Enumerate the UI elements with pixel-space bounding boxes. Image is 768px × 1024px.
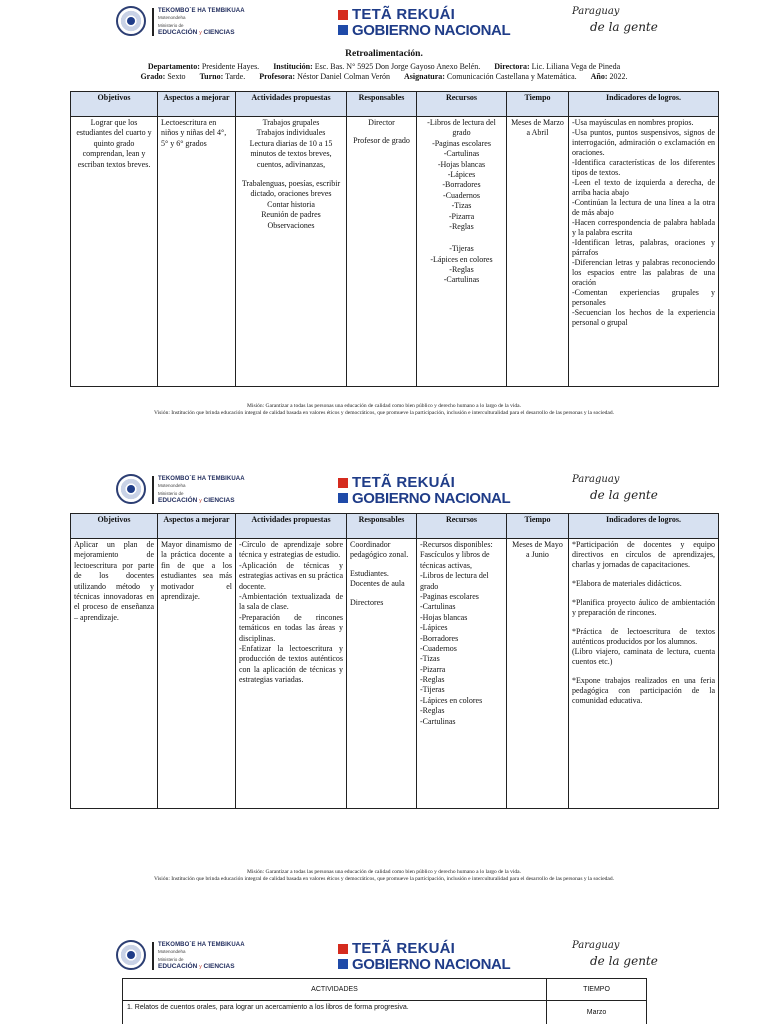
cell-aspectos: Mayor dinamismo de la práctica docente a fin de que a los estudiantes sea más motivador el aprendizaje. — [158, 539, 236, 809]
paraguay-logo: Paraguay de la gente — [572, 6, 658, 34]
page-header — [0, 0, 768, 42]
table-row — [123, 1001, 647, 1024]
header-actividades: Actividades propuestas — [236, 514, 347, 539]
cell-aspectos: Lectoescritura en niños y niñas del 4°, 5° y 6° grados — [158, 117, 236, 387]
page-header — [0, 934, 768, 976]
header-objetivos: Objetivos — [71, 92, 158, 117]
document-title: Retroalimentación. — [345, 49, 423, 59]
cell-actividades: -Círculo de aprendizaje sobre técnica y estrategias de estudio. -Aplicación de técnicas y estrategias activas en su práctica docente. -Ambientación textualizada de la sala de clase. -Preparación de rincones temáticos en todas las áreas y disciplinas. -Enfatizar la lectoescritura y producción de textos auténticos con la aplicación de técnicas y estrategias variadas. — [236, 539, 347, 809]
gobierno-logo: TETÃ REKUÁI GOBIERNO NACIONAL — [338, 474, 508, 508]
header-recursos: Recursos — [417, 514, 507, 539]
cell-objetivos: Aplicar un plan de mejoramiento de lectoescritura por parte de los docentes utilizando método y técnicas innovadoras en el proceso de enseñanza – aprendizaje. — [71, 539, 158, 809]
ministerio-logo: TEKOMBO´E HA TEMBIKUAA Motenondeha Ministerio de EDUCACIÓN y CIENCIAS — [116, 6, 246, 40]
cell-tiempo: Meses de Mayo a Junio — [507, 539, 569, 809]
header-actividades: ACTIVIDADES — [123, 979, 547, 1001]
header-actividades: Actividades propuestas — [236, 92, 347, 117]
cell-indicadores: *Participación de docentes y equipo directivos en círculos de aprendizajes, charlas y jornadas de capacitaciones. *Elabora de materiales didácticos. *Planifica proyecto áulico de ambientación y preparación de rincones. *Práctica de lectoescritura de textos auténticos producidos por los alumnos. (Libro viajero, caminata de lectura, cuenta cuentos etc.) *Expone trabajos realizados en una feria pedagógica con participación de la comunidad educativa. — [569, 539, 719, 809]
table-row — [71, 117, 719, 387]
cell-responsables: Director Profesor de grado — [347, 117, 417, 387]
flag-blue-icon — [338, 25, 348, 35]
mission-vision-2: Misión: Garantizar a todas las personas una educación de calidad como bien público y derecho humano a lo largo de la vida. Visión: Institución que brinda educación integral de calidad basada en valores éticos y democráticos, que promueve la participación, inclusión e interculturalidad para el desarrollo de las personas y la sociedad. — [154, 869, 614, 883]
header-aspectos: Aspectos a mejorar — [158, 92, 236, 117]
seal-icon — [116, 6, 146, 36]
cell-actividad: 1. Relatos de cuentos orales, para lograr un acercamiento a los libros de forma progresiva. — [123, 1001, 547, 1024]
header-responsables: Responsables — [347, 514, 417, 539]
table-row — [71, 539, 719, 809]
header-tiempo: Tiempo — [507, 514, 569, 539]
flag-red-icon — [338, 944, 348, 954]
cell-tiempo: Marzo — [547, 1001, 647, 1024]
mission-vision-1: Misión: Garantizar a todas las personas una educación de calidad como bien público y derecho humano a lo largo de la vida. Visión: Institución que brinda educación integral de calidad basada en valores éticos y democráticos, que promueve la participación, inclusión e interculturalidad para el desarrollo de las personas y la sociedad. — [154, 403, 614, 417]
header-tiempo: TIEMPO — [547, 979, 647, 1001]
header-indicadores: Indicadores de logros. — [569, 514, 719, 539]
cell-recursos: -Libros de lectura del grado -Paginas escolares -Cartulinas -Hojas blancas -Lápices -Borradores -Cuadernos -Tizas -Pizarra -Reglas -Tijeras -Lápices en colores -Reglas -Cartulinas — [417, 117, 507, 387]
header-indicadores: Indicadores de logros. — [569, 92, 719, 117]
cell-responsables: Coordinador pedagógico zonal. Estudiantes. Docentes de aula Directores — [347, 539, 417, 809]
header-aspectos: Aspectos a mejorar — [158, 514, 236, 539]
page-header — [0, 468, 768, 510]
flag-blue-icon — [338, 959, 348, 969]
info-line-1: Departamento: Presidente Hayes. Institución: Esc. Bas. N° 5925 Don Jorge Gayoso Anexo Belén. Directora: Lic. Liliana Vega de Pineda — [147, 62, 621, 71]
plan-table-2 — [70, 513, 719, 809]
flag-red-icon — [338, 478, 348, 488]
ministerio-logo: TEKOMBO´E HA TEMBIKUAA Motenondeha Ministerio de EDUCACIÓN y CIENCIAS — [116, 940, 246, 974]
cell-indicadores: -Usa mayúsculas en nombres propios. -Usa puntos, puntos suspensivos, signos de interrogación, admiración o exclamación en oraciones. -Identifica características de los diferentes tipos de textos. -Leen el texto de izquierda a derecha, de arriba hacia abajo -Continúan la lectura de una línea a la otra de más abajo -Hacen correspondencia de palabra hablada y la palabra escrita -Identifican letras, palabras, oraciones y párrafos -Diferencian letras y palabras reconociendo los espacios entre las palabras de una oración -Comentan experiencias grupales y personales -Secuencian los hechos de la experiencia personal o grupal — [569, 117, 719, 387]
seal-icon — [116, 940, 146, 970]
cell-tiempo: Meses de Marzo a Abril — [507, 117, 569, 387]
gobierno-logo: TETÃ REKUÁI GOBIERNO NACIONAL — [338, 6, 508, 40]
seal-icon — [116, 474, 146, 504]
cell-actividades: Trabajos grupales Trabajos individuales Lectura diarias de 10 a 15 minutos de textos breves, cuentos, adivinanzas, Trabalenguas, poesías, escribir dictado, oraciones breves Contar historia Reunión de padres Observaciones — [236, 117, 347, 387]
flag-blue-icon — [338, 493, 348, 503]
info-line-2: Grado: Sexto Turno: Tarde. Profesora: Néstor Daniel Colman Verón Asignatura: Comunicación Castellana y Matemática. Año: 2022. — [140, 72, 628, 81]
ministerio-logo: TEKOMBO´E HA TEMBIKUAA Motenondeha Ministerio de EDUCACIÓN y CIENCIAS — [116, 474, 246, 508]
header-responsables: Responsables — [347, 92, 417, 117]
paraguay-logo: Paraguay de la gente — [572, 940, 658, 968]
cell-objetivos: Lograr que los estudiantes del cuarto y quinto grado comprendan, lean y escriban textos breves. — [71, 117, 158, 387]
cell-recursos: -Recursos disponibles: Fascículos y libros de técnicas activas, -Libros de lectura del grado -Paginas escolares -Cartulinas -Hojas blancas -Lápices -Borradores -Cuadernos -Tizas -Pizarra -Reglas -Tijeras -Lápices en colores -Reglas -Cartulinas — [417, 539, 507, 809]
flag-red-icon — [338, 10, 348, 20]
paraguay-logo: Paraguay de la gente — [572, 474, 658, 502]
plan-table-1 — [70, 91, 719, 387]
header-recursos: Recursos — [417, 92, 507, 117]
gobierno-logo: TETÃ REKUÁI GOBIERNO NACIONAL — [338, 940, 508, 974]
header-tiempo: Tiempo — [507, 92, 569, 117]
header-objetivos: Objetivos — [71, 514, 158, 539]
activities-table — [122, 978, 647, 1024]
